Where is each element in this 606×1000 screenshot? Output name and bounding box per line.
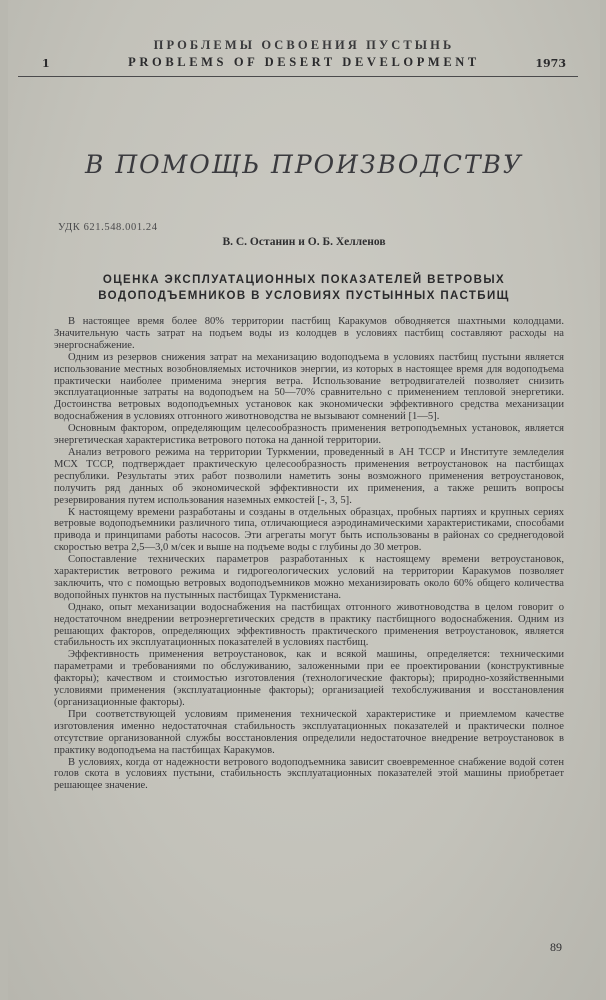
paragraph: Эффективность применения ветроустановок, как и всякой машины, определяется: техническими параметрами и требованиями по обслуживанию, заложенными при ее проектировании (конструктивные факторы); качеством и стоимостью изготовления (технологические факторы); природно-хозяйственными условиями применения (эксплуатационные факторы); организацией техобслуживания и восстановления (организационные факторы).: [54, 649, 564, 708]
issue-number: 1: [42, 57, 50, 70]
paragraph: При соответствующей условиям применения технической характеристике и приемлемом качестве изготовления именно недостаточная стабильность эксплуатационных показателей и практически полное отсутствие организованной службы восстановления определили недостаточное внедрение ветроустановок в практику водоподъема на пастбищах Каракумов.: [54, 708, 564, 756]
paragraph: В настоящее время более 80% территории пастбищ Каракумов обводняется шахтными колодцами. Значительную часть затрат на подъем воды из колодцев в условиях пастбищ составляют расходы на энергоснабжение.: [54, 316, 564, 351]
header-divider: [18, 76, 578, 77]
page-number: 89: [550, 940, 562, 954]
paragraph: Однако, опыт механизации водоснабжения на пастбищах отгонного животноводства в целом говорит о недостаточном внедрении ветроэнергетических средств в практику пастбищного водоснабжения. Одним из решающих факторов, определяющих эффективность практического применения ветроустановок, является стабильность их эксплуатационных показателей в условиях пастбищ.: [54, 601, 564, 649]
paragraph: В условиях, когда от надежности ветрового водоподъемника зависит своевременное снабжение водой сотен голов скота в условиях пустыни, стабильность эксплуатационных показателей этой машины приобретает решающее значение.: [54, 756, 564, 792]
article-title: ОЦЕНКА ЭКСПЛУАТАЦИОННЫХ ПОКАЗАТЕЛЕЙ ВЕТРОВЫХ ВОДОПОДЪЕМНИКОВ В УСЛОВИЯХ ПУСТЫННЫХ ПАСТБИЩ: [98, 274, 510, 302]
article-body: [54, 316, 564, 792]
paragraph: Одним из резервов снижения затрат на механизацию водоподъема в условиях пастбищ пустыни является использование местных возобновляемых источников энергии, из которых в настоящее время для водоподъема практически наиболее применима энергия ветра. Использование ветродвигателей позволяет снизить эксплуатационные затраты на водоподъем на 50—70% сравнительно с применением тепловой энергетики. Достоинства ветровых водоподъемных установок как экономически эффективного средства механизации водоснабжения в условиях отгонного животноводства не вызывают сомнений [1—5].: [54, 351, 564, 423]
paragraph: Анализ ветрового режима на территории Туркмении, проведенный в АН ТССР и Институте земледелия МСХ ТССР, подтверждает практическую целесообразность применения ветроустановок на пастбищах республики. Результаты этих работ позволили наметить зоны возможного применения ветроустановок, получить ряд данных об экономической эффективности их применения, а также решить вопросы резервирования путем использования наземных емкостей [-, 3, 5].: [54, 446, 564, 506]
paragraph: Основным фактором, определяющим целесообразность применения ветроподъемных установок, является энергетическая характеристика ветрового потока на данной территории.: [54, 423, 564, 447]
journal-title-row: [42, 55, 566, 73]
journal-header: [42, 38, 566, 73]
journal-page: [8, 0, 600, 1000]
section-title: В ПОМОЩЬ ПРОИЗВОДСТВУ: [85, 150, 523, 179]
udc-code: УДК 621.548.001.24: [58, 222, 158, 233]
journal-title-en: PROBLEMS OF DESERT DEVELOPMENT: [128, 55, 480, 69]
authors: В. С. Останин и О. Б. Хелленов: [222, 236, 386, 248]
journal-title-ru: ПРОБЛЕМЫ ОСВОЕНИЯ ПУСТЫНЬ: [153, 38, 455, 52]
paragraph: К настоящему времени разработаны и созданы в отдельных образцах, пробных партиях и крупных сериях ветровые водоподъемники различного типа, отличающиеся аэродинамическими характеристиками, способами привода и принципами работы насосов. Эти агрегаты могут быть использованы в районах со среднегодовой скоростью ветра 2,5—3,0 м/сек и выше на подъеме воды с глубины до 30 метров.: [54, 506, 564, 554]
issue-year: 1973: [535, 57, 566, 70]
paragraph: Сопоставление технических параметров разработанных к настоящему времени ветроустановок, характеристик ветрового режима и гидрогеологических условий на территории Каракумов позволяет заключить, что с помощью ветровых водоподъемников можно механизировать около 60% общего количества водопойных пунктов на пустынных пастбищах Туркменистана.: [54, 554, 564, 601]
